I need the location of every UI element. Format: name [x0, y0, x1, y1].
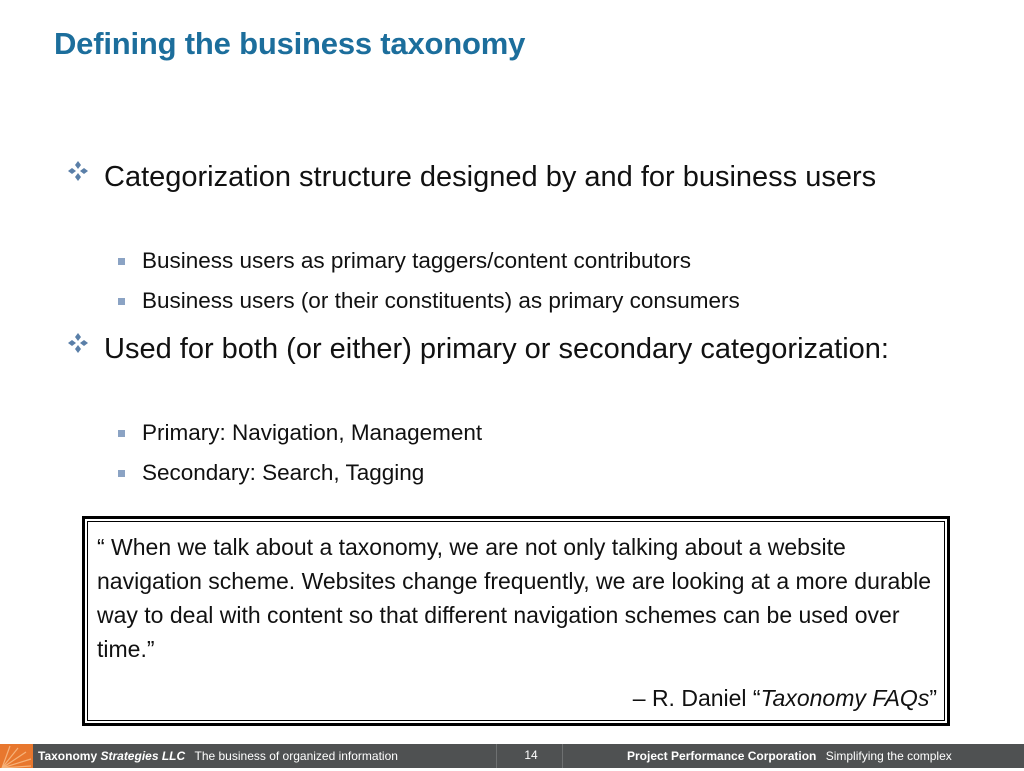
square-bullet-icon [118, 430, 125, 437]
attribution-prefix: – R. Daniel “ [632, 685, 761, 711]
sunburst-logo-icon [0, 744, 33, 768]
sub-bullet-text: Business users as primary taggers/content contributors [142, 248, 691, 273]
sub-bullet-item [142, 418, 962, 448]
footer-right-company: Project Performance Corporation [627, 749, 817, 763]
diamond-bullet-icon [66, 331, 90, 355]
sub-bullet-item [142, 458, 962, 488]
sub-bullet-item [142, 246, 962, 276]
square-bullet-icon [118, 258, 125, 265]
page-number: 14 [524, 748, 538, 762]
sub-bullet-text: Secondary: Search, Tagging [142, 460, 425, 485]
slide-title: Defining the business taxonomy [54, 26, 526, 61]
footer-left-text [38, 749, 398, 763]
bullet-text: Categorization structure designed by and for business users [104, 161, 877, 193]
bullet-text: Used for both (or either) primary or secondary categorization: [104, 333, 889, 365]
quote-box [82, 516, 950, 726]
attribution-source: Taxonomy FAQs [760, 685, 930, 711]
footer-tagline-left: The business of organized information [194, 749, 398, 763]
quote-text: “ When we talk about a taxonomy, we are not only talking about a website navigation scheme. Websites change frequently, we are looking at a more durable way to deal with content so that different navigation schemes can be used over time.” [97, 534, 932, 662]
footer-bar [0, 744, 1024, 768]
footer-company-b: Strategies LLC [100, 749, 186, 763]
sub-bullet-text: Primary: Navigation, Management [142, 420, 483, 445]
bullet-item [104, 158, 964, 197]
square-bullet-icon [118, 298, 125, 305]
footer-tagline-right: Simplifying the complex [825, 749, 952, 763]
diamond-bullet-icon [66, 159, 90, 183]
footer-company-a: Taxonomy [38, 749, 98, 763]
sub-bullet-item [142, 286, 962, 316]
bullet-item [104, 330, 964, 369]
quote-attribution [633, 681, 937, 715]
sub-bullet-text: Business users (or their constituents) as primary consumers [142, 288, 740, 313]
footer-right-text [627, 749, 952, 763]
attribution-suffix: ” [929, 685, 937, 711]
square-bullet-icon [118, 470, 125, 477]
footer-divider [562, 744, 563, 768]
footer-divider [496, 744, 497, 768]
company-logo-icon [0, 744, 33, 768]
